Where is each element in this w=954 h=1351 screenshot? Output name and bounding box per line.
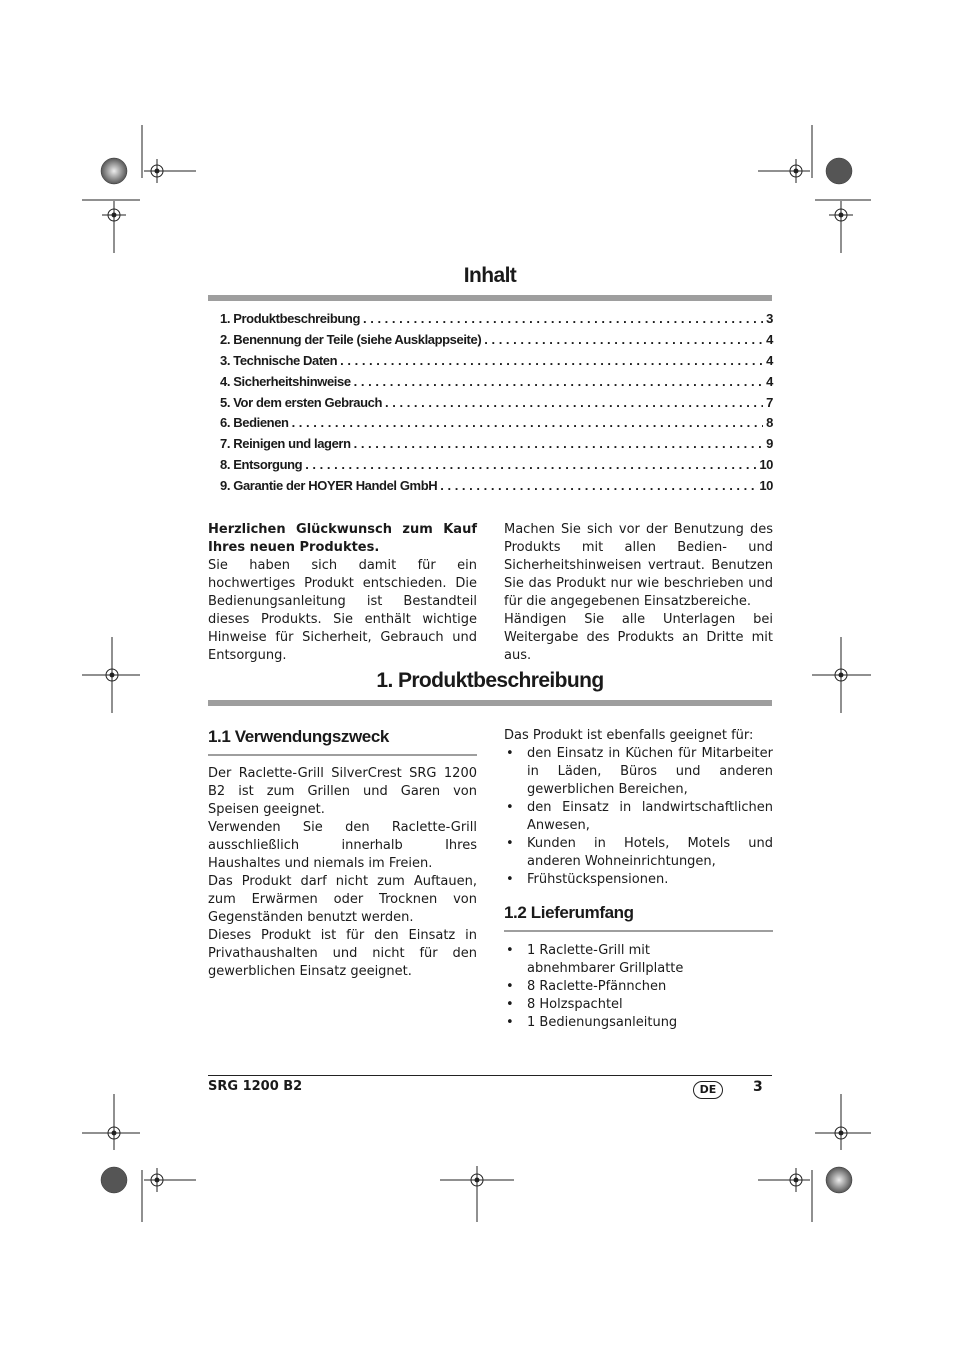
toc-entry[interactable]: 5. Vor dem ersten Gebrauch . . . 7: [220, 395, 773, 416]
intro-heading: Herzlichen Glückwunsch zum Kauf Ihres neuen Produktes.: [208, 522, 477, 555]
delivery-list: [504, 942, 773, 1032]
intro-paragraph: Machen Sie sich vor der Benutzung des Produkts mit allen Bedien- und Sicherheitshinweisen vertraut. Benutzen Sie das Produkt nur wie beschrieben und für die angegebenen Einsatzbereiche.: [504, 522, 773, 609]
usage-paragraph: Das Produkt darf nicht zum Auftauen, zum Erwärmen oder Trocknen von Gegenständen benutzt werden.: [208, 874, 477, 925]
list-item: • 8 Raclette-Pfännchen: [504, 978, 773, 996]
usage-paragraph: Verwenden Sie den Raclette-Grill ausschließlich innerhalb Ihres Haushaltes und niemals im Freien.: [208, 820, 477, 871]
list-item: • den Einsatz in Küchen für Mitarbeiter in Läden, Büros und anderen gewerblichen Bereichen,: [504, 745, 773, 799]
footer-rule: [208, 1075, 772, 1076]
title-rule: [208, 295, 772, 301]
intro-right-column: [504, 521, 773, 665]
language-badge: DE: [693, 1081, 723, 1099]
suitability-column: [504, 727, 773, 889]
page-number: 3: [753, 1079, 763, 1095]
usage-paragraph: Der Raclette-Grill SilverCrest SRG 1200 B2 ist zum Grillen und Garen von Speisen geeignet.: [208, 766, 477, 817]
subsection-title: 1.2 Lieferumfang: [504, 903, 634, 922]
list-item: • Frühstückspensionen.: [504, 871, 773, 889]
usage-column: [208, 765, 477, 981]
usage-paragraph: Dieses Produkt ist für den Einsatz in Privathaushalten und nicht für den gewerblichen Einsatz geeignet.: [208, 928, 477, 979]
delivery-column: [504, 942, 773, 1032]
intro-left-column: [208, 521, 477, 665]
toc-entry[interactable]: 6. Bedienen . . . 8: [220, 415, 773, 436]
intro-text: Sie haben sich damit für ein hochwertiges Produkt entschieden. Die Bedienungsanleitung ist Bestandteil dieses Produkts. Sie enthält wichtige Hinweise für Sicherheit, Gebrauch und Entsorgung.: [208, 558, 477, 663]
footer-model: SRG 1200 B2: [208, 1079, 303, 1094]
subsection-rule: [504, 930, 773, 932]
toc-entry[interactable]: 8. Entsorgung . . . 10: [220, 457, 773, 478]
toc-entry[interactable]: 9. Garantie der HOYER Handel GmbH . . . 10: [220, 478, 773, 499]
list-item: • 8 Holzspachtel: [504, 996, 773, 1014]
section-rule: [208, 700, 772, 706]
subsection-rule: [208, 754, 477, 756]
intro-paragraph: Händigen Sie alle Unterlagen bei Weitergabe des Produkts an Dritte mit aus.: [504, 612, 773, 663]
table-of-contents: [220, 311, 773, 499]
list-item: • 1 Raclette-Grill mit abnehmbarer Grillplatte: [504, 942, 773, 978]
toc-entry[interactable]: 2. Benennung der Teile (siehe Ausklappseite) . . . 4: [220, 332, 773, 353]
toc-entry[interactable]: 3. Technische Daten . . . 4: [220, 353, 773, 374]
list-item: • den Einsatz in landwirtschaftlichen Anwesen,: [504, 799, 773, 835]
subsection-title: 1.1 Verwendungszweck: [208, 727, 389, 746]
toc-entry[interactable]: 7. Reinigen und lagern . . . 9: [220, 436, 773, 457]
toc-entry[interactable]: 1. Produktbeschreibung . . . 3: [220, 311, 773, 332]
list-item: • Kunden in Hotels, Motels und anderen Wohneinrichtungen,: [504, 835, 773, 871]
page-title: Inhalt: [463, 264, 517, 287]
section-title: 1. Produktbeschreibung: [376, 669, 604, 692]
list-item: • 1 Bedienungsanleitung: [504, 1014, 773, 1032]
suitability-list: [504, 745, 773, 889]
toc-entry[interactable]: 4. Sicherheitshinweise . . . 4: [220, 374, 773, 395]
suitability-intro: Das Produkt ist ebenfalls geeignet für:: [504, 728, 754, 743]
